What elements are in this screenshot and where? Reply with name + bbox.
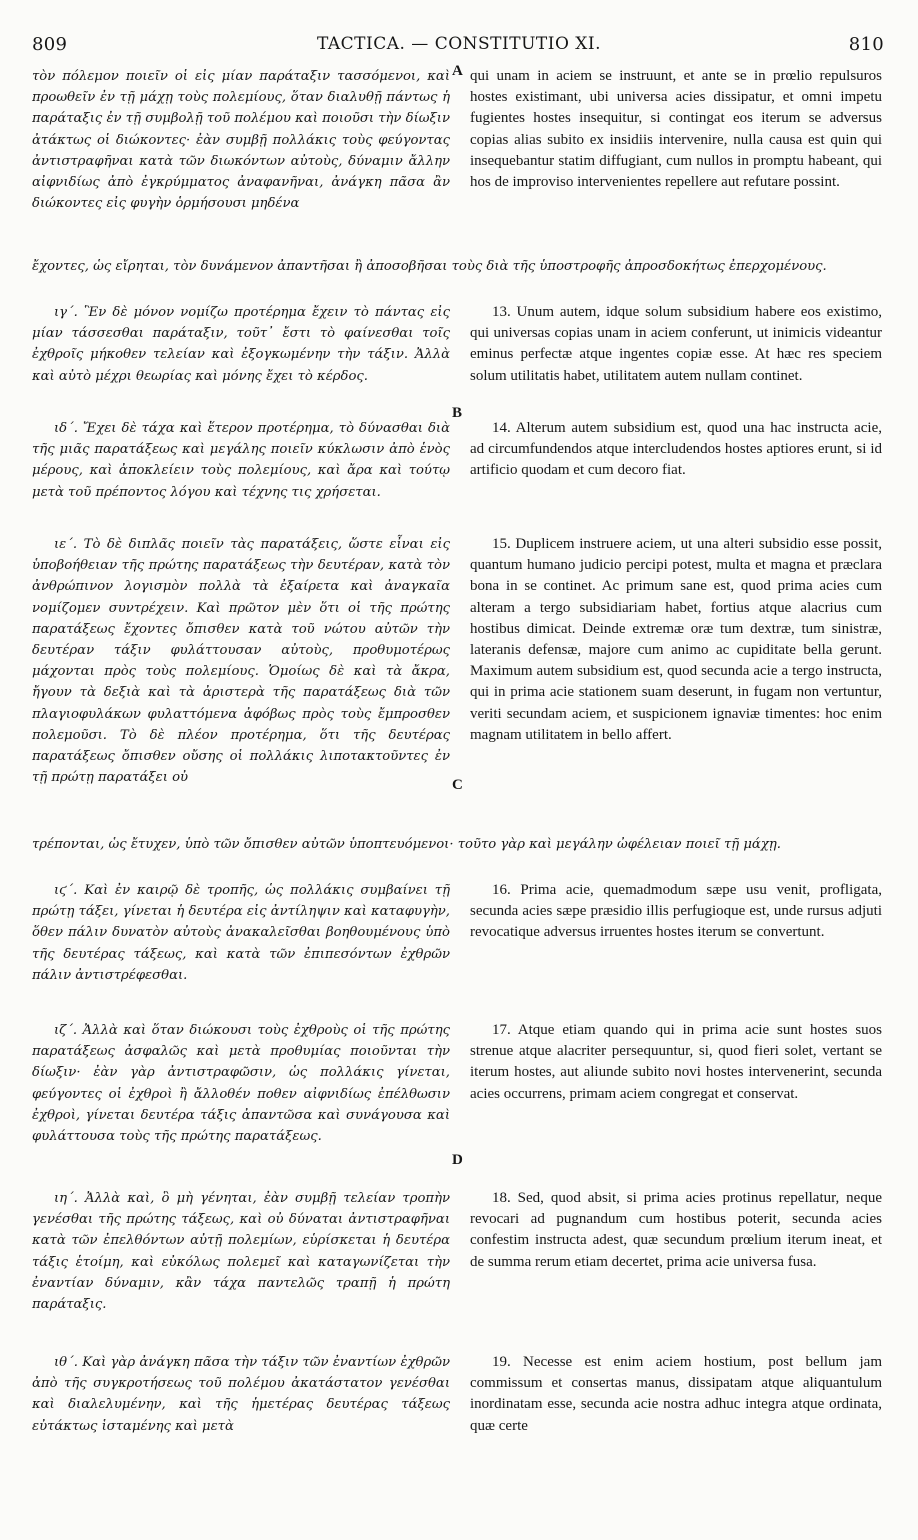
margin-marker-b: B <box>452 405 463 421</box>
right-page-number: 810 <box>848 34 884 55</box>
margin-marker-d: D <box>452 1152 463 1168</box>
greek-paragraph: τὸν πόλεμον ποιεῖν οἱ εἰς μίαν παράταξιν τασσόμενοι, καὶ προωθεῖν ἐν τῇ μάχῃ τοὺς πολεμίους, ὅταν διαλυθῇ πάντως ἡ παράταξις ἐν τῇ συμβολῇ τοῦ πολέμου καὶ ποιοῦσι τὴν δίωξιν ἀτάκτως οἱ διώκοντες· ἐὰν συμβῇ πολλάκις τοὺς φεύγοντας ἀντιστραφῆναι κατὰ τῶν διωκόντων αὐτοὺς, δύναμιν ἄλλην αἰφνιδίως ἀπὸ ἐγκρύμματος ἀναφανῆναι, ἀνάγκη πᾶσα ἂν διώκοντες εἰς φυγὴν ὁρμήσουσι μηδένα <box>32 69 450 212</box>
greek-paragraph-19: ιθ΄. Καὶ γὰρ ἀνάγκη πᾶσα τὴν τάξιν τῶν ἐναντίων ἐχθρῶν ἀπὸ τῆς συγκροτήσεως τοῦ πολέμου ἀκατάστατον γενέσθαι καὶ διαλελυμένην, καὶ τῆς ἡμετέρας δευτέρας τάξεως εὐτάκτως ἱσταμένης καὶ μετὰ <box>32 1355 450 1434</box>
greek-fullwidth-line: ἔχοντες, ὡς εἴρηται, τὸν δυνάμενον ἀπαντῆσαι ἢ ἀποσοβῆσαι τοὺς διὰ τῆς ὑποστροφῆς ἀπροσδοκήτως ἐπερχομένους. <box>32 259 827 274</box>
latin-paragraph-17: 17. Atque etiam quando qui in prima acie sunt hostes suos strenue atque alacriter persequuntur, si, quod fieri solet, vertant se iterum hostes, aut aliunde subito novi hostes intervenerint, secunda acies occurrens, primam aciem congregat et conservat. <box>470 1022 882 1102</box>
latin-paragraph-16: 16. Prima acie, quemadmodum sæpe usu venit, profligata, secunda acies sæpe præsidio illis perfugioque est, unde rursus adjuti revocatique adversus irruentes hostes iterum se convertunt. <box>470 882 882 941</box>
running-title: TACTICA. — CONSTITUTIO XI. <box>316 34 602 54</box>
latin-paragraph-15: 15. Duplicem instruere aciem, ut una alteri subsidio esse possit, quantum humano judicio percipi potest, multa et magna et præclara bona in se continet. Ac primum sane est, quod prima acies cum alteram a tergo subsidiariam habet, fortius atque alacrius cum hostibus dimicat. Deinde extremæ oræ tum dextræ, tum sinistræ, lateranis defensæ, majore cum animo ac cupiditate bella gerunt. Maximum autem subsidium est, quod secunda acie a tergo instructa, qui in prima acie stationem suam deserunt, in fugam non vertuntur, veriti secundam aciem, et suspicionem ignaviæ timentes: hoc enim magnam utilitatem in bello affert. <box>470 536 882 743</box>
greek-fullwidth-line: τρέπονται, ὡς ἔτυχεν, ὑπὸ τῶν ὄπισθεν αὐτῶν ὑποπτευόμενοι· τοῦτο γὰρ καὶ μεγάλην ὠφέλειαν ποιεῖ τῇ μάχῃ. <box>32 837 781 852</box>
latin-paragraph-13: 13. Unum autem, idque solum subsidium habere eos existimo, qui universas copias unam in aciem conferunt, ut inimicis videantur eminus perfectæ atque ingentes copiæ esse. At hæc res speciem solum utilitatis habet, utilitatem autem nullam continet. <box>470 304 882 384</box>
greek-paragraph-15: ιε΄. Τὸ δὲ διπλᾶς ποιεῖν τὰς παρατάξεις, ὥστε εἶναι εἰς ὑποβοήθειαν τῆς πρώτης παρατάξεως τὴν δευτέραν, κατὰ τὸν ἀνθρώπινον λογισμὸν πολλὰ τὰ ἐξαίρετα καὶ ἀναγκαῖα νομίζομεν συντρέχειν. Καὶ πρῶτον μὲν ὅτι οἱ τῆς πρώτης παρατάξεως ἔχοντες ὄπισθεν κατὰ τοῦ νώτου αὐτῶν τὴν δευτέραν τάξιν φυλάττουσαν αὐτοὺς, προθυμοτέρως μάχονται πρὸς τοὺς πολεμίους. Ὁμοίως δὲ καὶ τὰ ἄκρα, ἤγουν τὰ δεξιὰ καὶ τὰ ἀριστερὰ τῆς παρατάξεως διὰ τῶν πλαγιοφυλάκων φυλαττόμενα ἀφόβως πρὸς τοὺς ἔμπροσθεν πολεμοῦσι. Τὸ δὲ πλέον προτέρημα, ὅτι τῆς δευτέρας παρατάξεως ὄπισθεν οὔσης οἱ πολλάκις λιποτακτοῦντες ἐν τῇ πρώτῃ παρατάξει οὐ <box>32 537 450 786</box>
greek-paragraph-14: ιδ΄. Ἔχει δὲ τάχα καὶ ἕτερον προτέρημα, τὸ δύνασθαι διὰ τῆς μιᾶς παρατάξεως καὶ μεγάλης ποιεῖν κύκλωσιν ἀπὸ ἑνὸς μέρους, καὶ ἀποκλείειν τοὺς πολεμίους, καὶ ἄρα καὶ τούτῳ μετὰ τοῦ πρέποντος λόγου καὶ τέχνης τις χρήσεται. <box>32 421 450 500</box>
greek-paragraph-16: ιϛ΄. Καὶ ἐν καιρῷ δὲ τροπῆς, ὡς πολλάκις συμβαίνει τῇ πρώτῃ τάξει, γίνεται ἡ δευτέρα εἰς ἀντίληψιν καὶ καταφυγὴν, ὅθεν πάλιν δυνατὸν αὐτοὺς ἀνακαλεῖσθαι βοηθουμένους ὑπὸ τῆς δευτέρας τάξεως, καὶ κατὰ τῶν ἐπιπεσόντων ἐχθρῶν πάλιν ἀντιστρέφεσθαι. <box>32 883 450 983</box>
latin-paragraph-14: 14. Alterum autem subsidium est, quod una hac instructa acie, ad circumfundendos atque intercludendos hostes aptiores erunt, si id artificio quodam et cum decoro fiat. <box>470 420 882 479</box>
margin-marker-a: A <box>452 63 463 79</box>
greek-paragraph-18: ιη΄. Ἀλλὰ καὶ, ὃ μὴ γένηται, ἐὰν συμβῇ τελείαν τροπὴν γενέσθαι τῆς πρώτης τάξεως, καὶ οὐ δύναται ἀντιστραφῆναι κατὰ τῶν ἐπελθόντων αὐτῇ πολεμίων, εὑρίσκεται ἡ δευτέρα τάξις ἑτοίμη, καὶ εὐκόλως πολεμεῖ καὶ καταγωνίζεται τὴν ἐναντίαν δύναμιν, κἂν τάχα παντελῶς τραπῇ ἡ πρώτη παράταξις. <box>32 1191 450 1313</box>
latin-paragraph-18: 18. Sed, quod absit, si prima acies protinus repellatur, neque revocari ad pugnandum cum hostibus poterit, secunda acies confestim instructa adest, quæ secundum prœlium iterum ineat, et de summa rerum etiam decertet, prima acie universa fusa. <box>470 1190 882 1270</box>
latin-paragraph: qui unam in aciem se instruunt, et ante se in prœlio repulsuros hostes existimant, ubi universa acies dissipatur, et omni impetu fugientes hostes insequitur, si contingat eos iterum se adversus copias alias subito ex insidiis intervenire, nulla causa est quin qui insequebantur statim diffugiant, cum nullos in promptu habeant, qui hos de improviso intervenientes repellere aut refutare possint. <box>470 68 882 191</box>
greek-paragraph-17: ιζ΄. Ἀλλὰ καὶ ὅταν διώκουσι τοὺς ἐχθροὺς οἱ τῆς πρώτης παρατάξεως ἀσφαλῶς καὶ μετὰ προθυμίας ποιοῦνται τὴν δίωξιν· ἐὰν γὰρ ἀντιστραφῶσιν, ὡς πολλάκις γίνεται, φεύγοντες οἱ ἐχθροὶ ἢ ἄλλοθέν ποθεν αἰφνιδίως ἐπέλθωσιν ἐχθροὶ, γίνεται δευτέρα τάξις ἀπαντῶσα καὶ συνάγουσα καὶ φυλάττουσα τοὺς τῆς πρώτης παρατάξεως. <box>32 1023 450 1145</box>
greek-paragraph-13: ιγ΄. Ἓν δὲ μόνον νομίζω προτέρημα ἔχειν τὸ πάντας εἰς μίαν τάσσεσθαι παράταξιν, τοῦτ᾽ ἔστι τὸ φαίνεσθαι τοῖς ἐχθροῖς μήκοθεν τελείαν καὶ ἐξογκωμένην τὴν τάξιν. Ἀλλὰ καὶ αὐτὸ μέχρι θεωρίας καὶ μόνης ἔχει τὸ κέρδος. <box>32 305 450 384</box>
left-page-number: 809 <box>32 34 68 55</box>
margin-marker-c: C <box>452 777 463 793</box>
latin-paragraph-19: 19. Necesse est enim aciem hostium, post bellum jam commissum et consertas manus, dissipatam atque aliquantulum inordinatam esse, secunda acie nostra adhuc integra atque ordinata, quæ certe <box>470 1354 882 1434</box>
